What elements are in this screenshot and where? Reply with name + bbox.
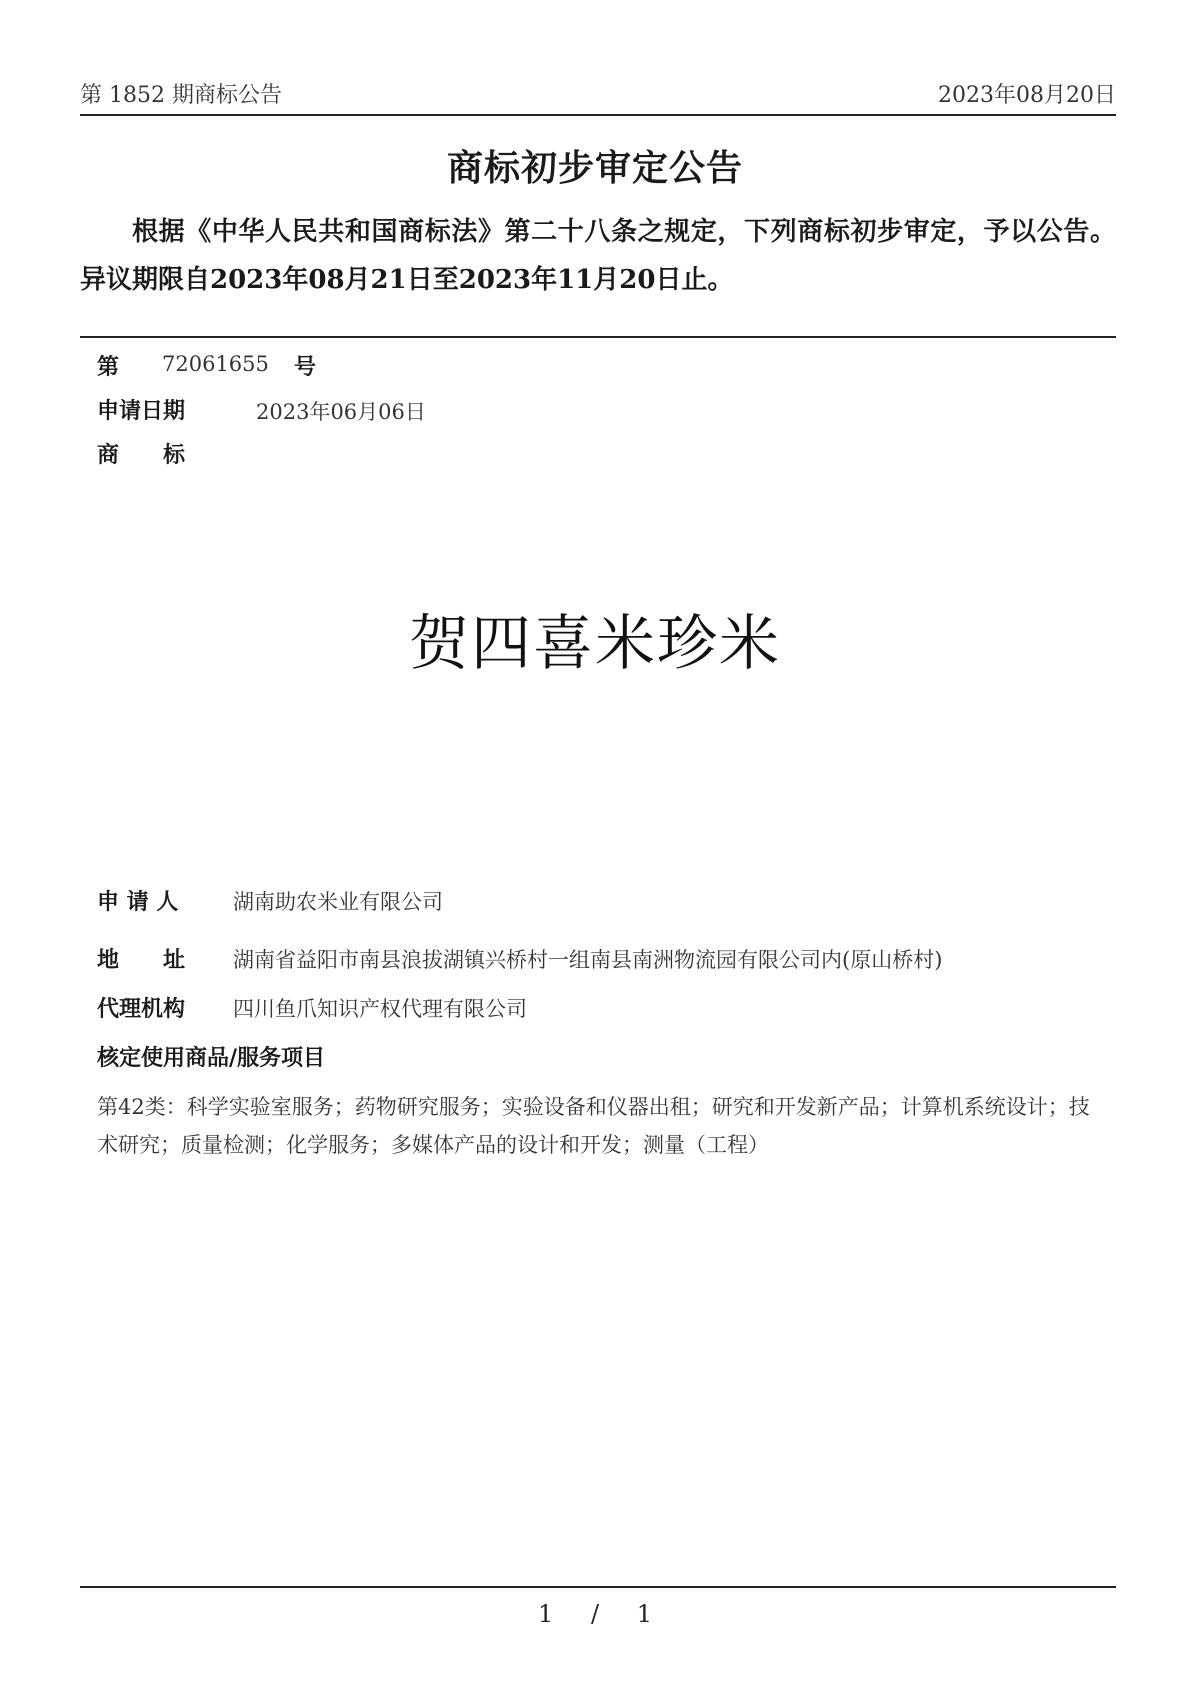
- number-suffix: 号: [294, 354, 317, 380]
- footer-rule: [80, 1586, 1116, 1588]
- mark-label: 商 标: [97, 442, 186, 468]
- current-page: 1: [538, 1600, 554, 1628]
- issue-number: 第 1852 期商标公告: [80, 83, 282, 108]
- filing-date: 2023年06月06日: [256, 400, 426, 424]
- issue-date: 2023年08月20日: [938, 83, 1116, 108]
- goods-label: 核定使用商品/服务项目: [97, 1045, 326, 1071]
- number-prefix: 第: [97, 354, 120, 380]
- applicant-name: 湖南助农米业有限公司: [233, 890, 443, 914]
- total-pages: 1: [636, 1600, 652, 1628]
- agent-label: 代理机构: [97, 996, 186, 1022]
- page-title: 商标初步审定公告: [446, 147, 743, 189]
- page-separator: /: [590, 1600, 600, 1628]
- agent-name: 四川鱼爪知识产权代理有限公司: [233, 997, 527, 1021]
- intro-paragraph: 根据《中华人民共和国商标法》第二十八条之规定，下列商标初步审定，予以公告。异议期限自2023年08月21日至2023年11月20日止。: [80, 217, 1116, 295]
- address-label: 地 址: [97, 947, 186, 973]
- page-number: [0, 1600, 1190, 1628]
- section-rule: [80, 336, 1116, 338]
- filing-date-label: 申请日期: [97, 398, 186, 424]
- goods-services-list: 第42类：科学实验室服务；药物研究服务；实验设备和仪器出租；研究和开发新产品；计算机系统设计；技术研究；质量检测；化学服务；多媒体产品的设计和开发；测量（工程）: [97, 1095, 1090, 1157]
- registration-number: 72061655: [162, 352, 269, 376]
- trademark-text: 贺四喜米珍米: [409, 609, 781, 679]
- header-rule: [80, 114, 1116, 116]
- applicant-label: 申 请 人: [97, 889, 179, 915]
- applicant-address: 湖南省益阳市南县浪拔湖镇兴桥村一组南县南洲物流园有限公司内(原山桥村): [233, 948, 943, 972]
